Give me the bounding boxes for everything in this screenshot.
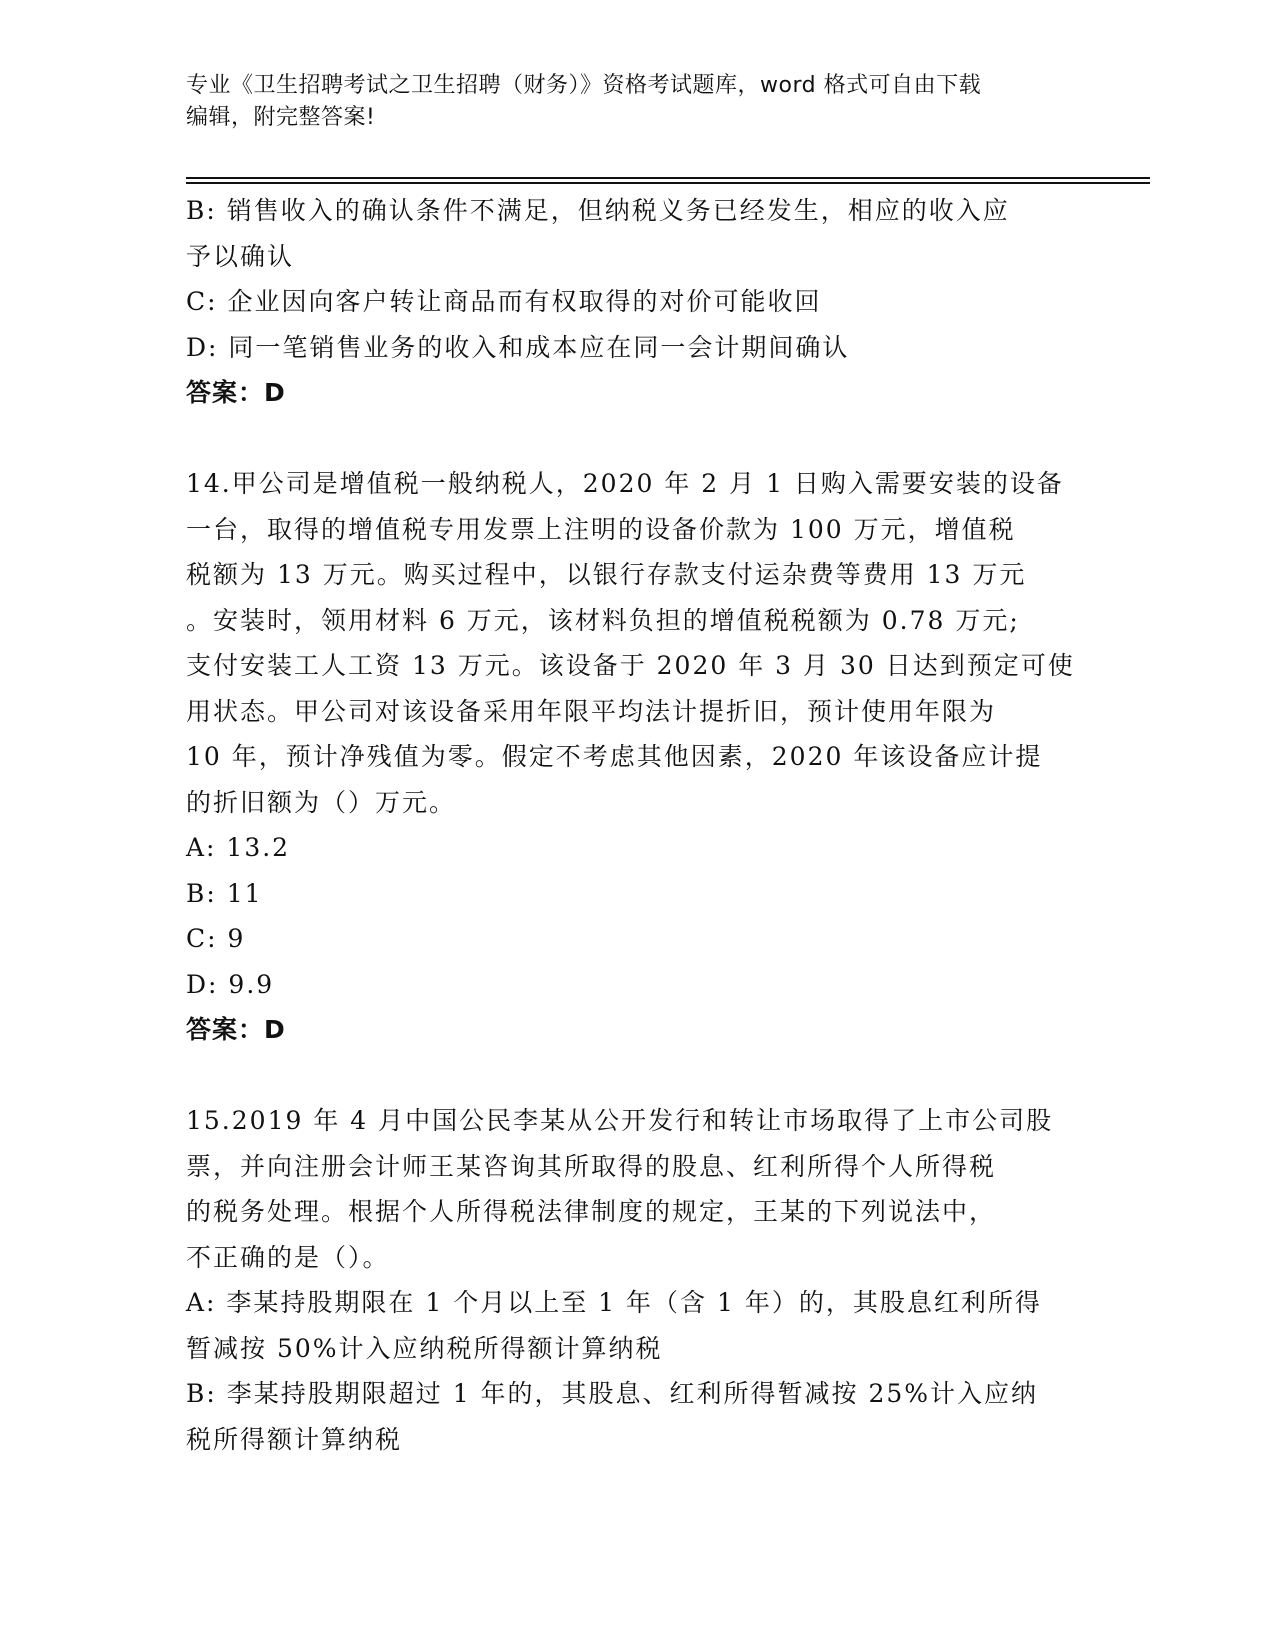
q15-stem-line-4: 不正确的是（）。	[186, 1242, 390, 1272]
q14-stem	[186, 461, 1086, 825]
question-14	[186, 461, 1086, 1053]
question-13	[186, 188, 1086, 416]
q15-option-b-line-2: 税所得额计算纳税	[186, 1424, 403, 1454]
spacer	[186, 1053, 1086, 1099]
q15-option-a-line-2: 暂减按 50%计入应纳税所得额计算纳税	[186, 1333, 663, 1363]
q14-stem-line-8: 的折旧额为（）万元。	[186, 787, 457, 817]
q14-option-a: A: 13.2	[186, 833, 291, 862]
q15-option-a	[186, 1280, 1086, 1371]
question-15	[186, 1098, 1086, 1462]
q15-stem-line-1: 15.2019 年 4 月中国公民李某从公开发行和转让市场取得了上市公司股	[186, 1106, 1054, 1135]
header-line-2: 编辑，附完整答案!	[186, 105, 376, 130]
q13-option-b	[186, 188, 1086, 279]
q14-stem-line-7: 10 年，预计净残值为零。假定不考虑其他因素，2020 年该设备应计提	[186, 742, 1043, 771]
q14-stem-line-2: 一台，取得的增值税专用发票上注明的设备价款为 100 万元，增值税	[186, 514, 1016, 544]
q13-option-b-line-2: 予以确认	[186, 241, 295, 271]
spacer	[186, 416, 1086, 462]
q15-stem	[186, 1098, 1086, 1280]
q13-answer: 答案：D	[186, 378, 286, 407]
q15-stem-line-2: 票，并向注册会计师王某咨询其所取得的股息、红利所得个人所得税	[186, 1151, 997, 1181]
q14-stem-line-1: 14.甲公司是增值税一般纳税人，2020 年 2 月 1 日购入需要安装的设备	[186, 469, 1064, 498]
q13-option-c: C: 企业因向客户转让商品而有权取得的对价可能收回	[186, 287, 822, 316]
page-header	[186, 70, 1086, 134]
document-body	[186, 188, 1086, 1462]
q14-answer: 答案：D	[186, 1015, 286, 1044]
q14-option-d: D: 9.9	[186, 969, 275, 999]
q13-option-d: D: 同一笔销售业务的收入和成本应在同一会计期间确认	[186, 332, 850, 362]
q14-stem-line-5: 支付安装工人工资 13 万元。该设备于 2020 年 3 月 30 日达到预定可使	[186, 651, 1075, 680]
q15-option-a-line-1: A: 李某持股期限在 1 个月以上至 1 年（含 1 年）的，其股息红利所得	[186, 1288, 1042, 1317]
q13-option-b-line-1: B: 销售收入的确认条件不满足，但纳税义务已经发生，相应的收入应	[186, 196, 1010, 225]
q15-option-b	[186, 1371, 1086, 1462]
q14-stem-line-4: 。安装时，领用材料 6 万元，该材料负担的增值税税额为 0.78 万元;	[186, 605, 1020, 635]
q14-stem-line-6: 用状态。甲公司对该设备采用年限平均法计提折旧，预计使用年限为	[186, 696, 997, 726]
q15-option-b-line-1: B: 李某持股期限超过 1 年的，其股息、红利所得暂减按 25%计入应纳	[186, 1379, 1039, 1408]
q15-stem-line-3: 的税务处理。根据个人所得税法律制度的规定，王某的下列说法中，	[186, 1197, 997, 1226]
q14-stem-line-3: 税额为 13 万元。购买过程中，以银行存款支付运杂费等费用 13 万元	[186, 560, 1027, 589]
header-divider-top	[186, 177, 1150, 179]
header-divider-bottom	[186, 182, 1150, 184]
header-line-1: 专业《卫生招聘考试之卫生招聘（财务）》资格考试题库，word 格式可自由下载	[186, 73, 982, 98]
q14-option-b: B: 11	[186, 878, 263, 908]
q14-option-c: C: 9	[186, 924, 246, 953]
